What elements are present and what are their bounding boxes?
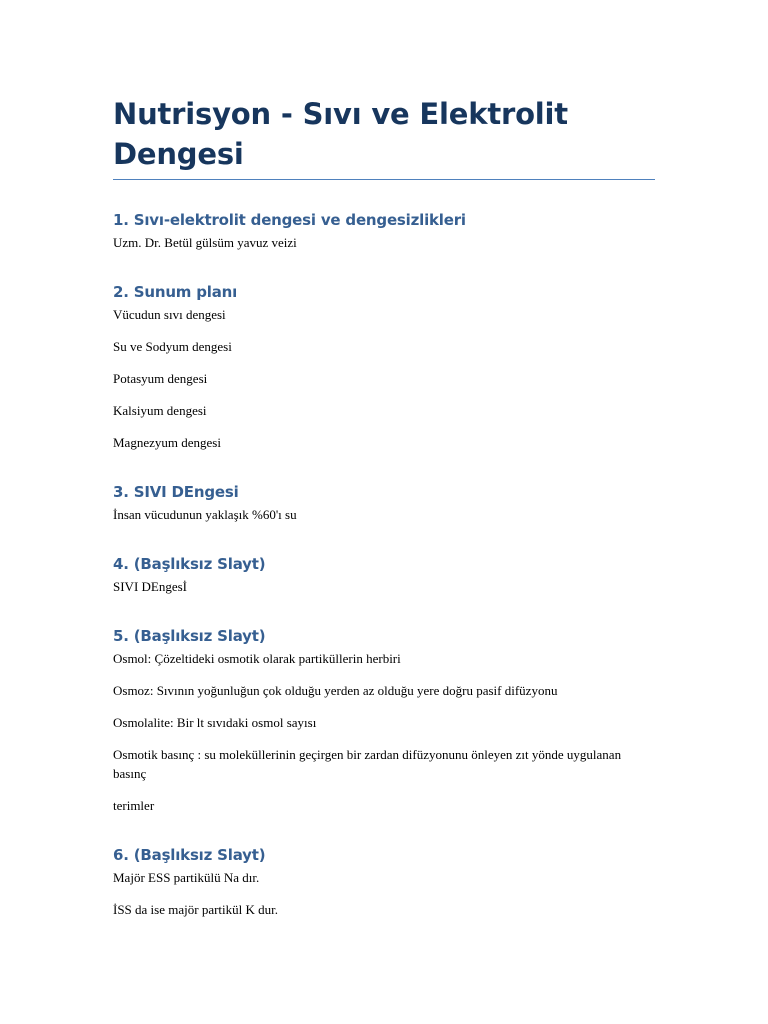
section-3 xyxy=(113,482,655,524)
section-heading: 4. (Başlıksız Slayt) xyxy=(113,555,266,573)
paragraph: Uzm. Dr. Betül gülsüm yavuz veizi xyxy=(113,235,297,250)
paragraph: SIVI DEngesİ xyxy=(113,579,188,594)
paragraph: Osmotik basınç : su moleküllerinin geçirgen bir zardan difüzyonunu önleyen zıt yönde uygulanan basınç xyxy=(113,747,622,781)
document-title: Nutrisyon - Sıvı ve Elektrolit Dengesi xyxy=(113,94,655,180)
section-1 xyxy=(113,210,655,252)
paragraph: İSS da ise majör partikül K dur. xyxy=(113,902,279,917)
paragraph: Osmoz: Sıvının yoğunluğun çok olduğu yerden az olduğu yere doğru pasif difüzyonu xyxy=(113,683,558,698)
section-heading: 5. (Başlıksız Slayt) xyxy=(113,627,266,645)
section-heading: 1. Sıvı-elektrolit dengesi ve dengesizlikleri xyxy=(113,211,466,229)
paragraph: Vücudun sıvı dengesi xyxy=(113,307,226,322)
paragraph: Majör ESS partikülü Na dır. xyxy=(113,870,260,885)
paragraph: Osmol: Çözeltideki osmotik olarak partiküllerin herbiri xyxy=(113,651,401,666)
section-4 xyxy=(113,554,655,596)
section-2 xyxy=(113,282,655,452)
section-heading: 6. (Başlıksız Slayt) xyxy=(113,846,266,864)
paragraph: Potasyum dengesi xyxy=(113,371,208,386)
section-5 xyxy=(113,626,655,815)
section-6 xyxy=(113,845,655,919)
paragraph: terimler xyxy=(113,798,155,813)
paragraph: Su ve Sodyum dengesi xyxy=(113,339,232,354)
paragraph: Magnezyum dengesi xyxy=(113,435,221,450)
paragraph: Osmolalite: Bir lt sıvıdaki osmol sayısı xyxy=(113,715,317,730)
section-heading: 3. SIVI DEngesi xyxy=(113,483,239,501)
paragraph: İnsan vücudunun yaklaşık %60'ı su xyxy=(113,507,297,522)
section-heading: 2. Sunum planı xyxy=(113,283,238,301)
paragraph: Kalsiyum dengesi xyxy=(113,403,207,418)
document-page xyxy=(113,94,655,919)
